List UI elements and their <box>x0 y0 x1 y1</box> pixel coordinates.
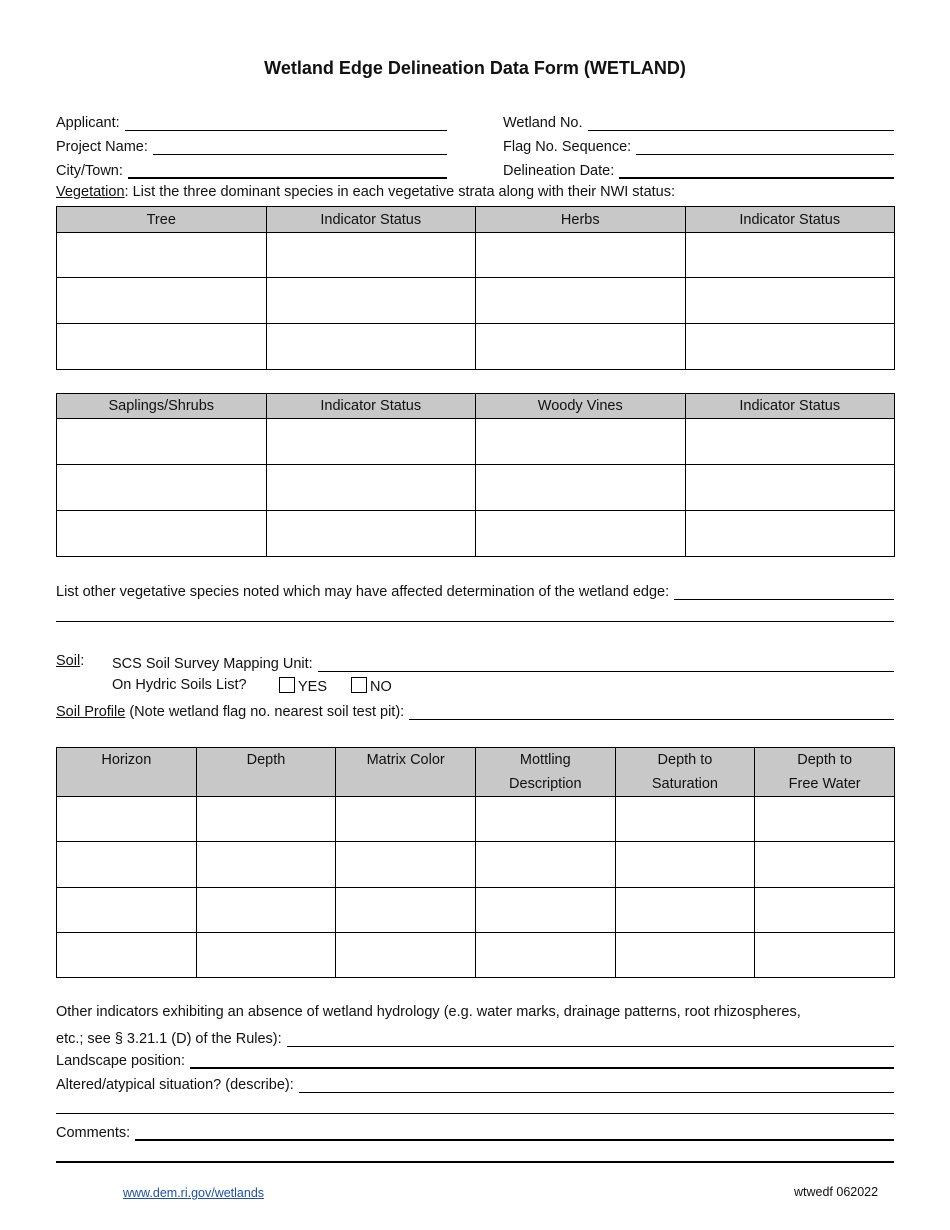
header-line: Horizon <box>101 752 152 768</box>
header-depth <box>196 748 336 797</box>
wetlands-link[interactable]: www.dem.ri.gov/wetlands <box>123 1186 265 1200</box>
landscape-position-label: Landscape position: <box>56 1053 185 1069</box>
comments-input[interactable] <box>135 1123 894 1141</box>
hydrology-rules-input[interactable] <box>287 1030 894 1047</box>
table-cell[interactable] <box>755 888 895 933</box>
landscape-position-input[interactable] <box>190 1051 894 1069</box>
yes-checkbox[interactable] <box>279 677 295 693</box>
flag-no-sequence-label: Flag No. Sequence: <box>503 139 632 155</box>
mapping-unit-field <box>112 652 894 672</box>
soil-profile-input[interactable] <box>409 703 894 720</box>
vegetation-table-tree-herbs <box>56 206 895 370</box>
table-cell[interactable] <box>476 233 686 278</box>
table-cell[interactable] <box>615 888 755 933</box>
vegetation-instruction-text: : List the three dominant species in each vegetative strata along with their NWI status: <box>124 184 676 200</box>
comments-continuation-line[interactable] <box>56 1161 894 1163</box>
delineation-date-input[interactable] <box>619 161 894 179</box>
other-species-label: List other vegetative species noted which may have affected determination of the wetland edge: <box>56 584 670 600</box>
table-cell[interactable] <box>615 842 755 888</box>
header-line: Depth <box>246 752 286 768</box>
header-line: Depth to <box>657 752 713 768</box>
header-herbs: Herbs <box>476 207 686 233</box>
header-indicator-status: Indicator Status <box>685 394 895 419</box>
table-cell[interactable] <box>196 933 336 978</box>
hydric-soils-row <box>112 677 247 693</box>
table-cell[interactable] <box>196 797 336 842</box>
delineation-date-label: Delineation Date: <box>503 163 615 179</box>
altered-situation-input[interactable] <box>299 1076 894 1093</box>
soil-profile-note: (Note wetland flag no. nearest soil test pit): <box>125 704 405 720</box>
soil-profile-label: Soil Profile <box>56 704 126 720</box>
altered-continuation-line[interactable] <box>56 1113 894 1114</box>
flag-no-sequence-input[interactable] <box>636 138 894 155</box>
soil-label: Soil <box>56 653 81 669</box>
header-depth-to-free-water <box>755 748 895 797</box>
table-cell[interactable] <box>336 888 476 933</box>
flag-no-sequence-field <box>503 135 894 155</box>
applicant-field <box>56 111 447 131</box>
table-cell[interactable] <box>266 233 476 278</box>
no-label: NO <box>370 679 392 695</box>
header-line: Saturation <box>651 776 718 792</box>
header-indicator-status: Indicator Status <box>266 394 476 419</box>
table-cell[interactable] <box>475 842 615 888</box>
header-indicator-status: Indicator Status <box>266 207 476 233</box>
header-line: Free Water <box>788 776 861 792</box>
table-cell[interactable] <box>57 419 267 465</box>
table-cell[interactable] <box>755 842 895 888</box>
vegetation-instruction <box>56 184 675 200</box>
header-saplings-shrubs: Saplings/Shrubs <box>57 394 267 419</box>
city-town-input[interactable] <box>128 161 447 179</box>
wetland-no-label: Wetland No. <box>503 115 583 131</box>
table-cell[interactable] <box>476 419 686 465</box>
table-cell[interactable] <box>476 278 686 324</box>
header-line: Depth to <box>797 752 853 768</box>
header-matrix-color <box>336 748 476 797</box>
applicant-label: Applicant: <box>56 115 120 131</box>
hydric-no-option[interactable] <box>351 677 392 695</box>
other-species-continuation-line[interactable] <box>56 621 894 622</box>
comments-field <box>56 1121 894 1141</box>
header-mottling-description <box>475 748 615 797</box>
project-name-field <box>56 135 447 155</box>
vegetation-label: Vegetation <box>56 184 125 200</box>
header-indicator-status: Indicator Status <box>685 207 895 233</box>
table-cell[interactable] <box>476 324 686 370</box>
header-line: Description <box>509 776 582 792</box>
city-town-field <box>56 159 447 179</box>
comments-label: Comments: <box>56 1125 131 1141</box>
table-cell[interactable] <box>476 465 686 511</box>
mapping-unit-input[interactable] <box>318 655 894 672</box>
table-cell[interactable] <box>266 511 476 557</box>
header-depth-to-saturation <box>615 748 755 797</box>
soil-heading <box>56 653 84 669</box>
project-name-label: Project Name: <box>56 139 148 155</box>
footer-link-wrap <box>123 1185 264 1201</box>
project-name-input[interactable] <box>153 138 447 155</box>
table-cell[interactable] <box>685 511 895 557</box>
table-cell[interactable] <box>57 278 267 324</box>
header-tree: Tree <box>57 207 267 233</box>
table-cell[interactable] <box>196 842 336 888</box>
soil-label-suffix: : <box>80 653 85 669</box>
vegetation-table-shrubs-vines <box>56 393 895 557</box>
hydrology-rules-field <box>56 1027 894 1047</box>
table-cell[interactable] <box>57 842 197 888</box>
altered-situation-label: Altered/atypical situation? (describe): <box>56 1077 294 1093</box>
applicant-input[interactable] <box>125 114 447 131</box>
header-horizon <box>57 748 197 797</box>
hydrology-rules-label: etc.; see § 3.21.1 (D) of the Rules): <box>56 1031 282 1047</box>
hydric-soils-label: On Hydric Soils List? <box>112 677 247 693</box>
table-cell[interactable] <box>266 465 476 511</box>
yes-label: YES <box>298 679 328 695</box>
table-cell[interactable] <box>615 797 755 842</box>
wetland-no-field <box>503 111 894 131</box>
table-cell[interactable] <box>57 324 267 370</box>
table-cell[interactable] <box>336 797 476 842</box>
table-cell[interactable] <box>266 278 476 324</box>
delineation-date-field <box>503 159 894 179</box>
mapping-unit-label: SCS Soil Survey Mapping Unit: <box>112 656 313 672</box>
table-cell[interactable] <box>266 324 476 370</box>
table-cell[interactable] <box>615 933 755 978</box>
table-cell[interactable] <box>57 511 267 557</box>
no-checkbox[interactable] <box>351 677 367 693</box>
table-cell[interactable] <box>685 233 895 278</box>
soil-profile-field <box>56 700 894 720</box>
other-species-field <box>56 580 894 600</box>
table-cell[interactable] <box>685 419 895 465</box>
soil-profile-table <box>56 747 895 978</box>
table-cell[interactable] <box>475 888 615 933</box>
table-cell[interactable] <box>476 511 686 557</box>
header-line: Matrix Color <box>366 752 445 768</box>
table-cell[interactable] <box>685 278 895 324</box>
header-woody-vines: Woody Vines <box>476 394 686 419</box>
table-cell[interactable] <box>57 797 197 842</box>
city-town-label: City/Town: <box>56 163 123 179</box>
soil-profile-label-wrap <box>56 704 409 720</box>
header-line: Mottling <box>519 752 571 768</box>
table-cell[interactable] <box>755 933 895 978</box>
landscape-position-field <box>56 1049 894 1069</box>
wetland-no-input[interactable] <box>588 114 894 131</box>
table-cell[interactable] <box>336 933 476 978</box>
table-cell[interactable] <box>685 465 895 511</box>
form-code: wtwedf 062022 <box>794 1185 879 1199</box>
table-cell[interactable] <box>266 419 476 465</box>
hydric-yes-option[interactable] <box>279 677 327 695</box>
page-title: Wetland Edge Delineation Data Form (WETLAND) <box>264 58 686 78</box>
table-cell[interactable] <box>685 324 895 370</box>
table-cell[interactable] <box>57 465 267 511</box>
table-cell[interactable] <box>475 797 615 842</box>
table-cell[interactable] <box>57 233 267 278</box>
table-cell[interactable] <box>196 888 336 933</box>
table-cell[interactable] <box>475 933 615 978</box>
table-cell[interactable] <box>57 888 197 933</box>
table-cell[interactable] <box>336 842 476 888</box>
table-cell[interactable] <box>57 933 197 978</box>
table-cell[interactable] <box>755 797 895 842</box>
other-species-input[interactable] <box>674 583 894 600</box>
hydrology-line1: Other indicators exhibiting an absence of wetland hydrology (e.g. water marks, drainage patterns, root rhizospheres, <box>56 1004 801 1020</box>
altered-situation-field <box>56 1073 894 1093</box>
